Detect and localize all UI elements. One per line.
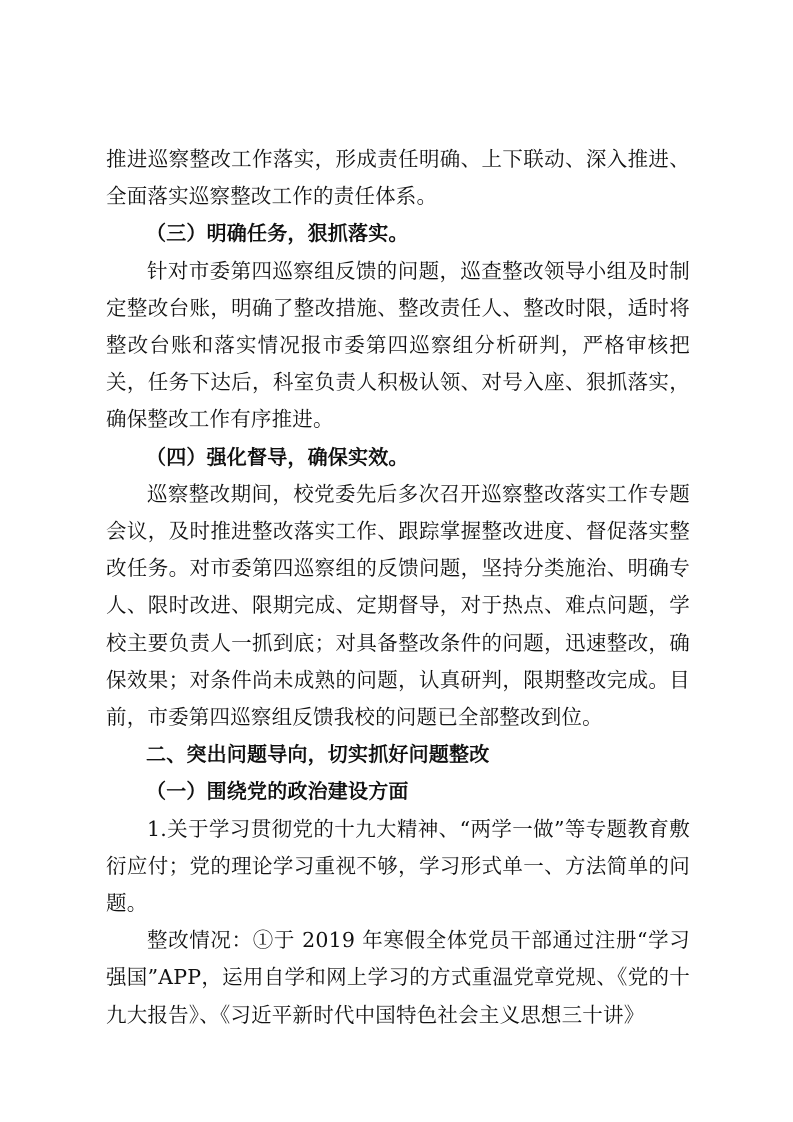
section-heading: 二、突出问题导向，切实抓好问题整改 — [146, 742, 490, 767]
body-paragraph: 推进巡察整改工作落实，形成责任明确、上下联动、深入推进、全面落实巡察整改工作的责任体系。 — [106, 147, 690, 209]
section-subheading: （一）围绕党的政治建设方面 — [146, 779, 409, 804]
body-paragraph: 1.关于学习贯彻党的十九大精神、“两学一做”等专题教育敷衍应付；党的理论学习重视不够，学习形式单一、方法简单的问题。 — [106, 816, 690, 916]
section-subheading: （四）强化督导，确保实效。 — [146, 444, 409, 469]
section-subheading: （三）明确任务，狠抓落实。 — [146, 221, 409, 246]
body-paragraph: 针对市委第四巡察组反馈的问题，巡查整改领导小组及时制定整改台账，明确了整改措施、整改责任人、整改时限，适时将整改台账和落实情况报市委第四巡察组分析研判，严格审核把关，任务下达后，科室负责人积极认领、对号入座、狠抓落实，确保整改工作有序推进。 — [106, 258, 690, 432]
document-body — [106, 141, 690, 1034]
body-paragraph: 巡察整改期间，校党委先后多次召开巡察整改落实工作专题会议，及时推进整改落实工作、跟踪掌握整改进度、督促落实整改任务。对市委第四巡察组的反馈问题，坚持分类施治、明确专人、限时改进、限期完成、定期督导，对于热点、难点问题，学校主要负责人一抓到底；对具备整改条件的问题，迅速整改，确保效果；对条件尚未成熟的问题，认真研判，限期整改完成。目前，市委第四巡察组反馈我校的问题已全部整改到位。 — [106, 481, 690, 730]
body-paragraph: 整改情况：①于 2019 年寒假全体党员干部通过注册“学习强国”APP，运用自学和网上学习的方式重温党章党规、《党的十九大报告》、《习近平新时代中国特色社会主义思想三十讲》 — [106, 928, 690, 1027]
